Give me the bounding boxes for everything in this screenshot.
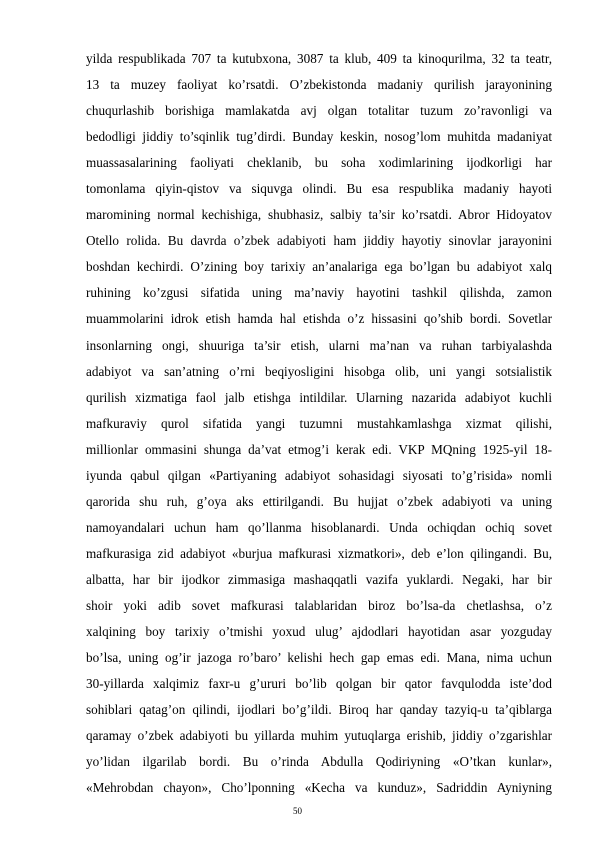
text-line: insonlarning ongi, shuuriga ta’sir etish, ularni ma’nan va ruhan tarbiyalashda	[86, 337, 552, 353]
text-line: maromining normal kechishiga, shubhasiz, salbiy ta’sir ko’rsatdi. Abror Hidoyatov	[86, 207, 552, 223]
text-line: qaramay o’zbek adabiyoti bu yillarda muhim yutuqlarga erishib, jiddiy o’zgarishlar	[86, 728, 552, 744]
body-text	[86, 46, 552, 801]
text-line: namoyandalari uchun ham qo’llanma hisoblanardi. Unda ochiqdan ochiq sovet	[86, 519, 552, 535]
text-line: iyunda qabul qilgan «Partiyaning adabiyot sohasidagi siyosati to’g’risida» nomli	[86, 467, 552, 483]
text-line: adabiyot va san’atning o’rni beqiyosligini hisobga olib, uni yangi sotsialistik	[86, 363, 552, 379]
text-line: bo’lsa, uning og’ir jazoga ro’baro’ kelishi hech gap emas edi. Mana, nima uchun	[86, 650, 552, 666]
text-line: albatta, har bir ijodkor zimmasiga mashaqqatli vazifa yuklardi. Negaki, har bir	[86, 571, 552, 587]
text-line: yo’lidan ilgarilab bordi. Bu o’rinda Abdulla Qodiriyning «O’tkan kunlar»,	[86, 754, 552, 770]
text-line: tomonlama qiyin-qistov va siquvga olindi. Bu esa respublika madaniy hayoti	[86, 181, 552, 197]
text-line: muammolarini idrok etish hamda hal etishda o’z hissasini qo’shib bordi. Sovetlar	[86, 311, 552, 327]
text-line: chuqurlashib borishiga mamlakatda avj olgan totalitar tuzum zo’ravonligi va	[86, 103, 552, 119]
text-line: mafkurasiga zid adabiyot «burjua mafkurasi xizmatkori», deb e’lon qilingandi. Bu,	[86, 545, 552, 561]
text-line: shoir yoki adib sovet mafkurasi talablaridan biroz bo’lsa-da chetlashsa, o’z	[86, 597, 552, 613]
text-line: boshdan kechirdi. O’zining boy tarixiy an’analariga ega bo’lgan bu adabiyot xalq	[86, 259, 552, 275]
text-line: muassasalarining faoliyati cheklanib, bu soha xodimlarining ijodkorligi har	[86, 155, 552, 171]
text-line: bedodligi jiddiy to’sqinlik tug’dirdi. Bunday keskin, nosog’lom muhitda madaniyat	[86, 129, 552, 145]
text-line: sohiblari qatag’on qilindi, ijodlari bo’g’ildi. Biroq har qanday tazyiq-u ta’qiblarga	[86, 702, 552, 718]
text-line: 13 ta muzey faoliyat ko’rsatdi. O’zbekistonda madaniy qurilish jarayonining	[86, 77, 552, 93]
text-line: xalqining boy tarixiy o’tmishi yoxud ulug’ ajdodlari hayotidan asar yozguday	[86, 624, 552, 640]
page-number: 50	[293, 806, 302, 816]
text-line: qurilish xizmatiga faol jalb etishga intildilar. Ularning nazarida adabiyot kuchli	[86, 389, 552, 405]
text-line: Otello rolida. Bu davrda o’zbek adabiyoti ham jiddiy hayotiy sinovlar jarayonini	[86, 233, 552, 249]
text-line: mafkuraviy qurol sifatida yangi tuzumni mustahkamlashga xizmat qilishi,	[86, 415, 552, 431]
text-line: ruhining ko’zgusi sifatida uning ma’naviy hayotini tashkil qilishda, zamon	[86, 285, 552, 301]
text-line: yilda respublikada 707 ta kutubxona, 3087 ta klub, 409 ta kinoqurilma, 32 ta teatr,	[86, 51, 552, 66]
text-line: 30-yillarda xalqimiz faxr-u g’ururi bo’lib qolgan bir qator favqulodda iste’dod	[86, 676, 552, 692]
text-line: qarorida shu ruh, g’oya aks ettirilgandi. Bu hujjat o’zbek adabiyoti va uning	[86, 493, 552, 509]
text-line: «Mehrobdan chayon», Cho’lponning «Kecha va kunduz», Sadriddin Ayniyning	[86, 780, 552, 796]
text-line: millionlar ommasini shunga da’vat etmog’i kerak edi. VKP MQning 1925-yil 18-	[86, 441, 552, 457]
